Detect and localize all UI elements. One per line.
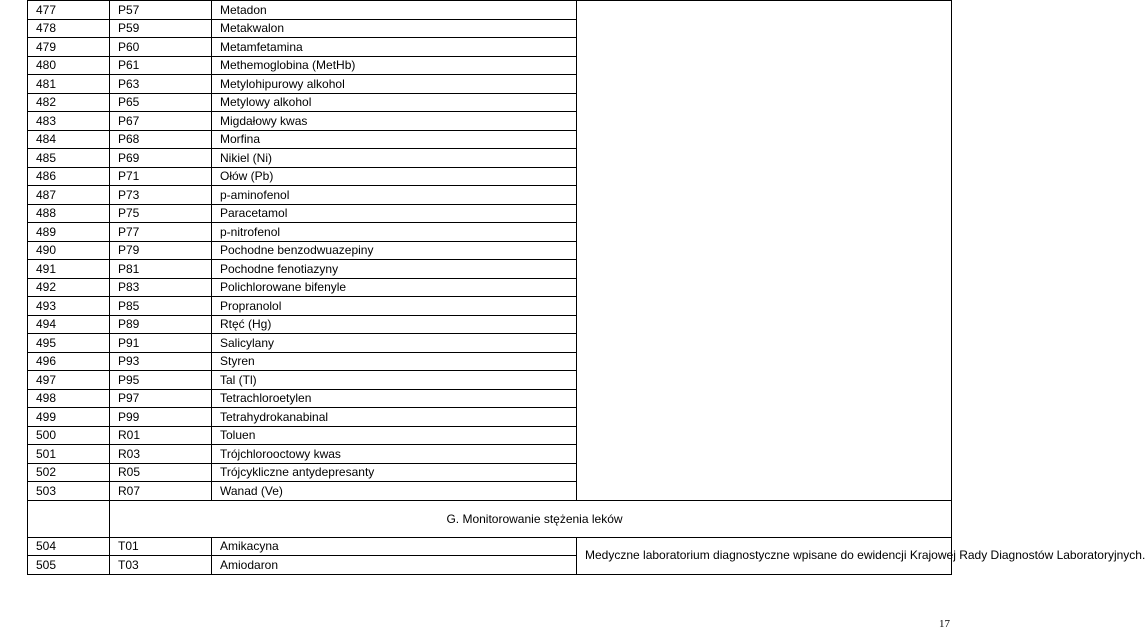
test-code: P83 xyxy=(110,278,212,297)
test-name: Toluen xyxy=(212,426,577,445)
test-name: Tetrahydrokanabinal xyxy=(212,408,577,427)
test-name: Nikiel (Ni) xyxy=(212,149,577,168)
test-code: P99 xyxy=(110,408,212,427)
test-name: Propranolol xyxy=(212,297,577,316)
test-name: p-aminofenol xyxy=(212,186,577,205)
row-number: 494 xyxy=(28,315,110,334)
row-number: 485 xyxy=(28,149,110,168)
test-name: Metakwalon xyxy=(212,19,577,38)
test-name: Polichlorowane bifenyle xyxy=(212,278,577,297)
test-code: P85 xyxy=(110,297,212,316)
test-code: P77 xyxy=(110,223,212,242)
row-number: 503 xyxy=(28,482,110,501)
row-number: 495 xyxy=(28,334,110,353)
test-code: T01 xyxy=(110,537,212,556)
row-number: 493 xyxy=(28,297,110,316)
test-name: Tetrachloroetylen xyxy=(212,389,577,408)
test-code: R05 xyxy=(110,463,212,482)
row-number: 482 xyxy=(28,93,110,112)
row-number: 505 xyxy=(28,556,110,575)
test-code: P57 xyxy=(110,1,212,20)
test-code: P65 xyxy=(110,93,212,112)
row-number: 483 xyxy=(28,112,110,131)
test-name: Metylowy alkohol xyxy=(212,93,577,112)
row-number: 504 xyxy=(28,537,110,556)
row-number: 498 xyxy=(28,389,110,408)
row-number: 499 xyxy=(28,408,110,427)
row-number: 481 xyxy=(28,75,110,94)
section-g-rows xyxy=(28,537,1145,574)
section-g xyxy=(28,500,952,537)
row-number: 478 xyxy=(28,19,110,38)
test-name: p-nitrofenol xyxy=(212,223,577,242)
test-code: P81 xyxy=(110,260,212,279)
row-number: 484 xyxy=(28,130,110,149)
test-name: Pochodne fenotiazyny xyxy=(212,260,577,279)
test-name: Wanad (Ve) xyxy=(212,482,577,501)
test-name: Metamfetamina xyxy=(212,38,577,57)
test-code: P69 xyxy=(110,149,212,168)
row-number: 497 xyxy=(28,371,110,390)
test-code: P71 xyxy=(110,167,212,186)
test-name: Methemoglobina (MetHb) xyxy=(212,56,577,75)
empty-num-cell xyxy=(28,500,110,537)
test-code: P60 xyxy=(110,38,212,57)
test-name: Trójcykliczne antydepresanty xyxy=(212,463,577,482)
test-name: Tal (Tl) xyxy=(212,371,577,390)
test-code: P95 xyxy=(110,371,212,390)
test-name: Salicylany xyxy=(212,334,577,353)
test-code: P63 xyxy=(110,75,212,94)
tests-table-body xyxy=(28,1,952,501)
test-name: Rtęć (Hg) xyxy=(212,315,577,334)
row-number: 500 xyxy=(28,426,110,445)
test-code: P68 xyxy=(110,130,212,149)
section-note: Medyczne laboratorium diagnostyczne wpisane do ewidencji Krajowej Rady Diagnostów Laboratoryjnych. xyxy=(577,537,952,574)
section-heading: G. Monitorowanie stężenia leków xyxy=(110,500,952,537)
test-name: Morfina xyxy=(212,130,577,149)
row-number: 479 xyxy=(28,38,110,57)
row-number: 501 xyxy=(28,445,110,464)
test-code: P79 xyxy=(110,241,212,260)
test-code: P89 xyxy=(110,315,212,334)
row-number: 490 xyxy=(28,241,110,260)
test-name: Amiodaron xyxy=(212,556,577,575)
row-number: 491 xyxy=(28,260,110,279)
test-code: P75 xyxy=(110,204,212,223)
right-blank-cell xyxy=(577,1,952,501)
test-code: P91 xyxy=(110,334,212,353)
test-code: R07 xyxy=(110,482,212,501)
row-number: 492 xyxy=(28,278,110,297)
row-number: 489 xyxy=(28,223,110,242)
row-number: 477 xyxy=(28,1,110,20)
test-code: P67 xyxy=(110,112,212,131)
table-row xyxy=(28,1,952,20)
test-name: Styren xyxy=(212,352,577,371)
test-name: Metylohipurowy alkohol xyxy=(212,75,577,94)
test-code: T03 xyxy=(110,556,212,575)
page-number: 17 xyxy=(939,618,950,630)
table-row xyxy=(28,537,952,556)
test-name: Trójchlorooctowy kwas xyxy=(212,445,577,464)
row-number: 488 xyxy=(28,204,110,223)
row-number: 486 xyxy=(28,167,110,186)
test-code: P93 xyxy=(110,352,212,371)
test-name: Amikacyna xyxy=(212,537,577,556)
test-code: R01 xyxy=(110,426,212,445)
row-number: 487 xyxy=(28,186,110,205)
row-number: 496 xyxy=(28,352,110,371)
tests-table xyxy=(27,0,1145,575)
test-name: Metadon xyxy=(212,1,577,20)
test-code: R03 xyxy=(110,445,212,464)
row-number: 502 xyxy=(28,463,110,482)
test-name: Pochodne benzodwuazepiny xyxy=(212,241,577,260)
test-name: Migdałowy kwas xyxy=(212,112,577,131)
test-code: P73 xyxy=(110,186,212,205)
section-heading-row xyxy=(28,500,952,537)
test-code: P97 xyxy=(110,389,212,408)
test-code: P61 xyxy=(110,56,212,75)
row-number: 480 xyxy=(28,56,110,75)
test-code: P59 xyxy=(110,19,212,38)
test-name: Paracetamol xyxy=(212,204,577,223)
test-name: Ołów (Pb) xyxy=(212,167,577,186)
